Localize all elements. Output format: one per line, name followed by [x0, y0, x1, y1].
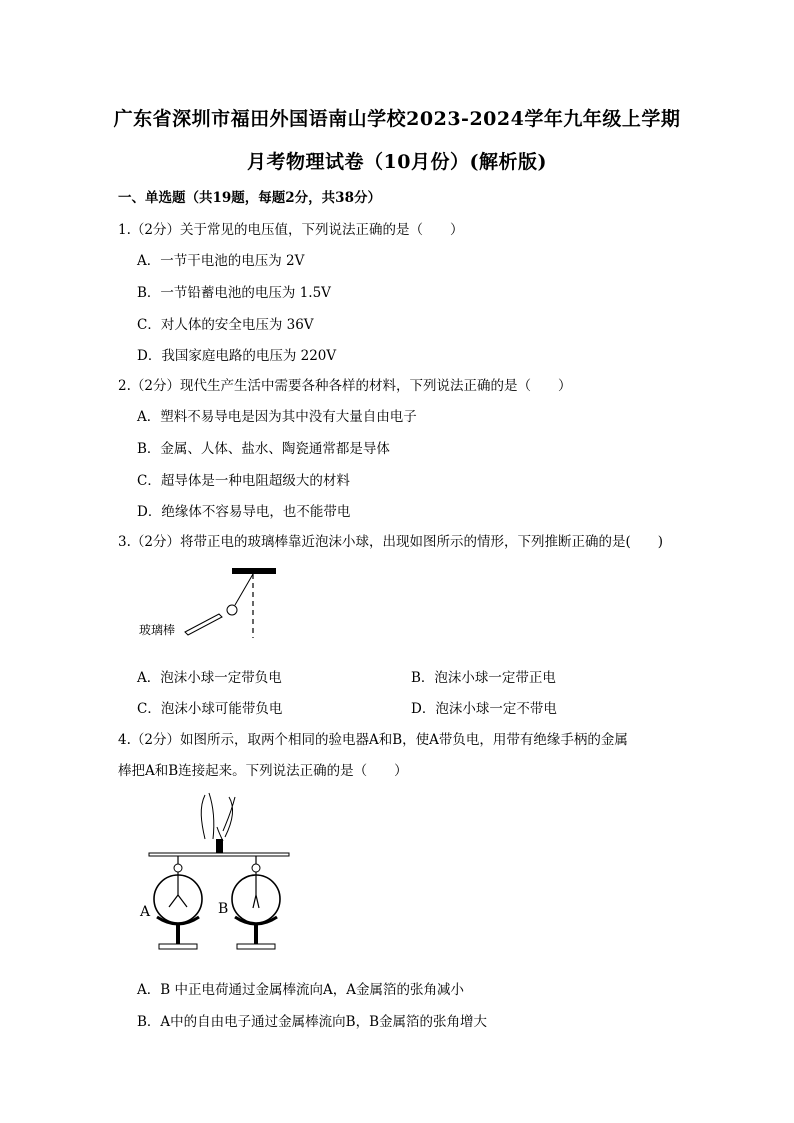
question-4-figure	[135, 787, 305, 967]
foam-ball	[227, 605, 237, 615]
question-3-stem: 3.（2分）将带正电的玻璃棒靠近泡沫小球，出现如图所示的情形，下列推断正确的是( )	[118, 534, 664, 550]
question-2-option-c: C．超导体是一种电阻超级大的材料	[137, 473, 350, 489]
question-4-option-b: B．A中的自由电子通过金属棒流向B，B金属箔的张角增大	[137, 1014, 488, 1030]
question-3-option-c: C．泡沫小球可能带负电	[137, 701, 283, 717]
question-4-stem-line1: 4.（2分）如图所示，取两个相同的验电器A和B，使A带负电，用带有绝缘手柄的金属	[118, 732, 628, 748]
hand-icon	[201, 793, 235, 841]
question-1-option-c: C．对人体的安全电压为 36V	[137, 317, 314, 333]
question-2-option-a: A．塑料不易导电是因为其中没有大量自由电子	[137, 409, 417, 425]
question-1-option-a: A．一节干电池的电压为 2V	[137, 253, 305, 269]
section-heading: 一、单选题（共19题，每题2分，共38分）	[118, 190, 381, 206]
question-3-option-a: A．泡沫小球一定带负电	[137, 670, 282, 686]
question-2-option-b: B．金属、人体、盐水、陶瓷通常都是导体	[137, 441, 390, 457]
metal-rod	[149, 853, 289, 856]
question-2-option-d: D．绝缘体不容易导电，也不能带电	[137, 504, 351, 520]
glass-rod	[185, 614, 222, 635]
question-3-figure	[135, 562, 295, 652]
question-2-stem: 2.（2分）现代生产生活中需要各种各样的材料，下列说法正确的是（ ）	[118, 378, 572, 394]
question-3-option-d: D．泡沫小球一定不带电	[411, 701, 557, 717]
electroscope-b	[232, 856, 280, 949]
thread	[235, 574, 253, 605]
question-1-option-b: B．一节铅蓄电池的电压为 1.5V	[137, 285, 331, 301]
question-4-stem-line2: 棒把A和B连接起来。下列说法正确的是（ ）	[118, 763, 408, 779]
exam-title-line1: 广东省深圳市福田外国语南山学校2023-2024学年九年级上学期	[113, 108, 681, 130]
question-4-option-a: A．B 中正电荷通过金属棒流向A，A金属箔的张角减小	[137, 982, 464, 998]
exam-title-line2: 月考物理试卷（10月份）(解析版)	[247, 151, 547, 173]
question-1-option-d: D．我国家庭电路的电压为 220V	[137, 348, 337, 364]
electroscope-a	[154, 856, 202, 949]
insulated-handle	[216, 839, 223, 853]
support-bar	[232, 568, 276, 574]
question-1-stem: 1.（2分）关于常见的电压值，下列说法正确的是（ ）	[118, 222, 464, 238]
glass-rod-label: 玻璃棒	[139, 623, 176, 637]
electroscope-b-label: B	[218, 901, 229, 917]
electroscope-a-label: A	[140, 904, 151, 920]
question-3-option-b: B．泡沫小球一定带正电	[411, 670, 556, 686]
